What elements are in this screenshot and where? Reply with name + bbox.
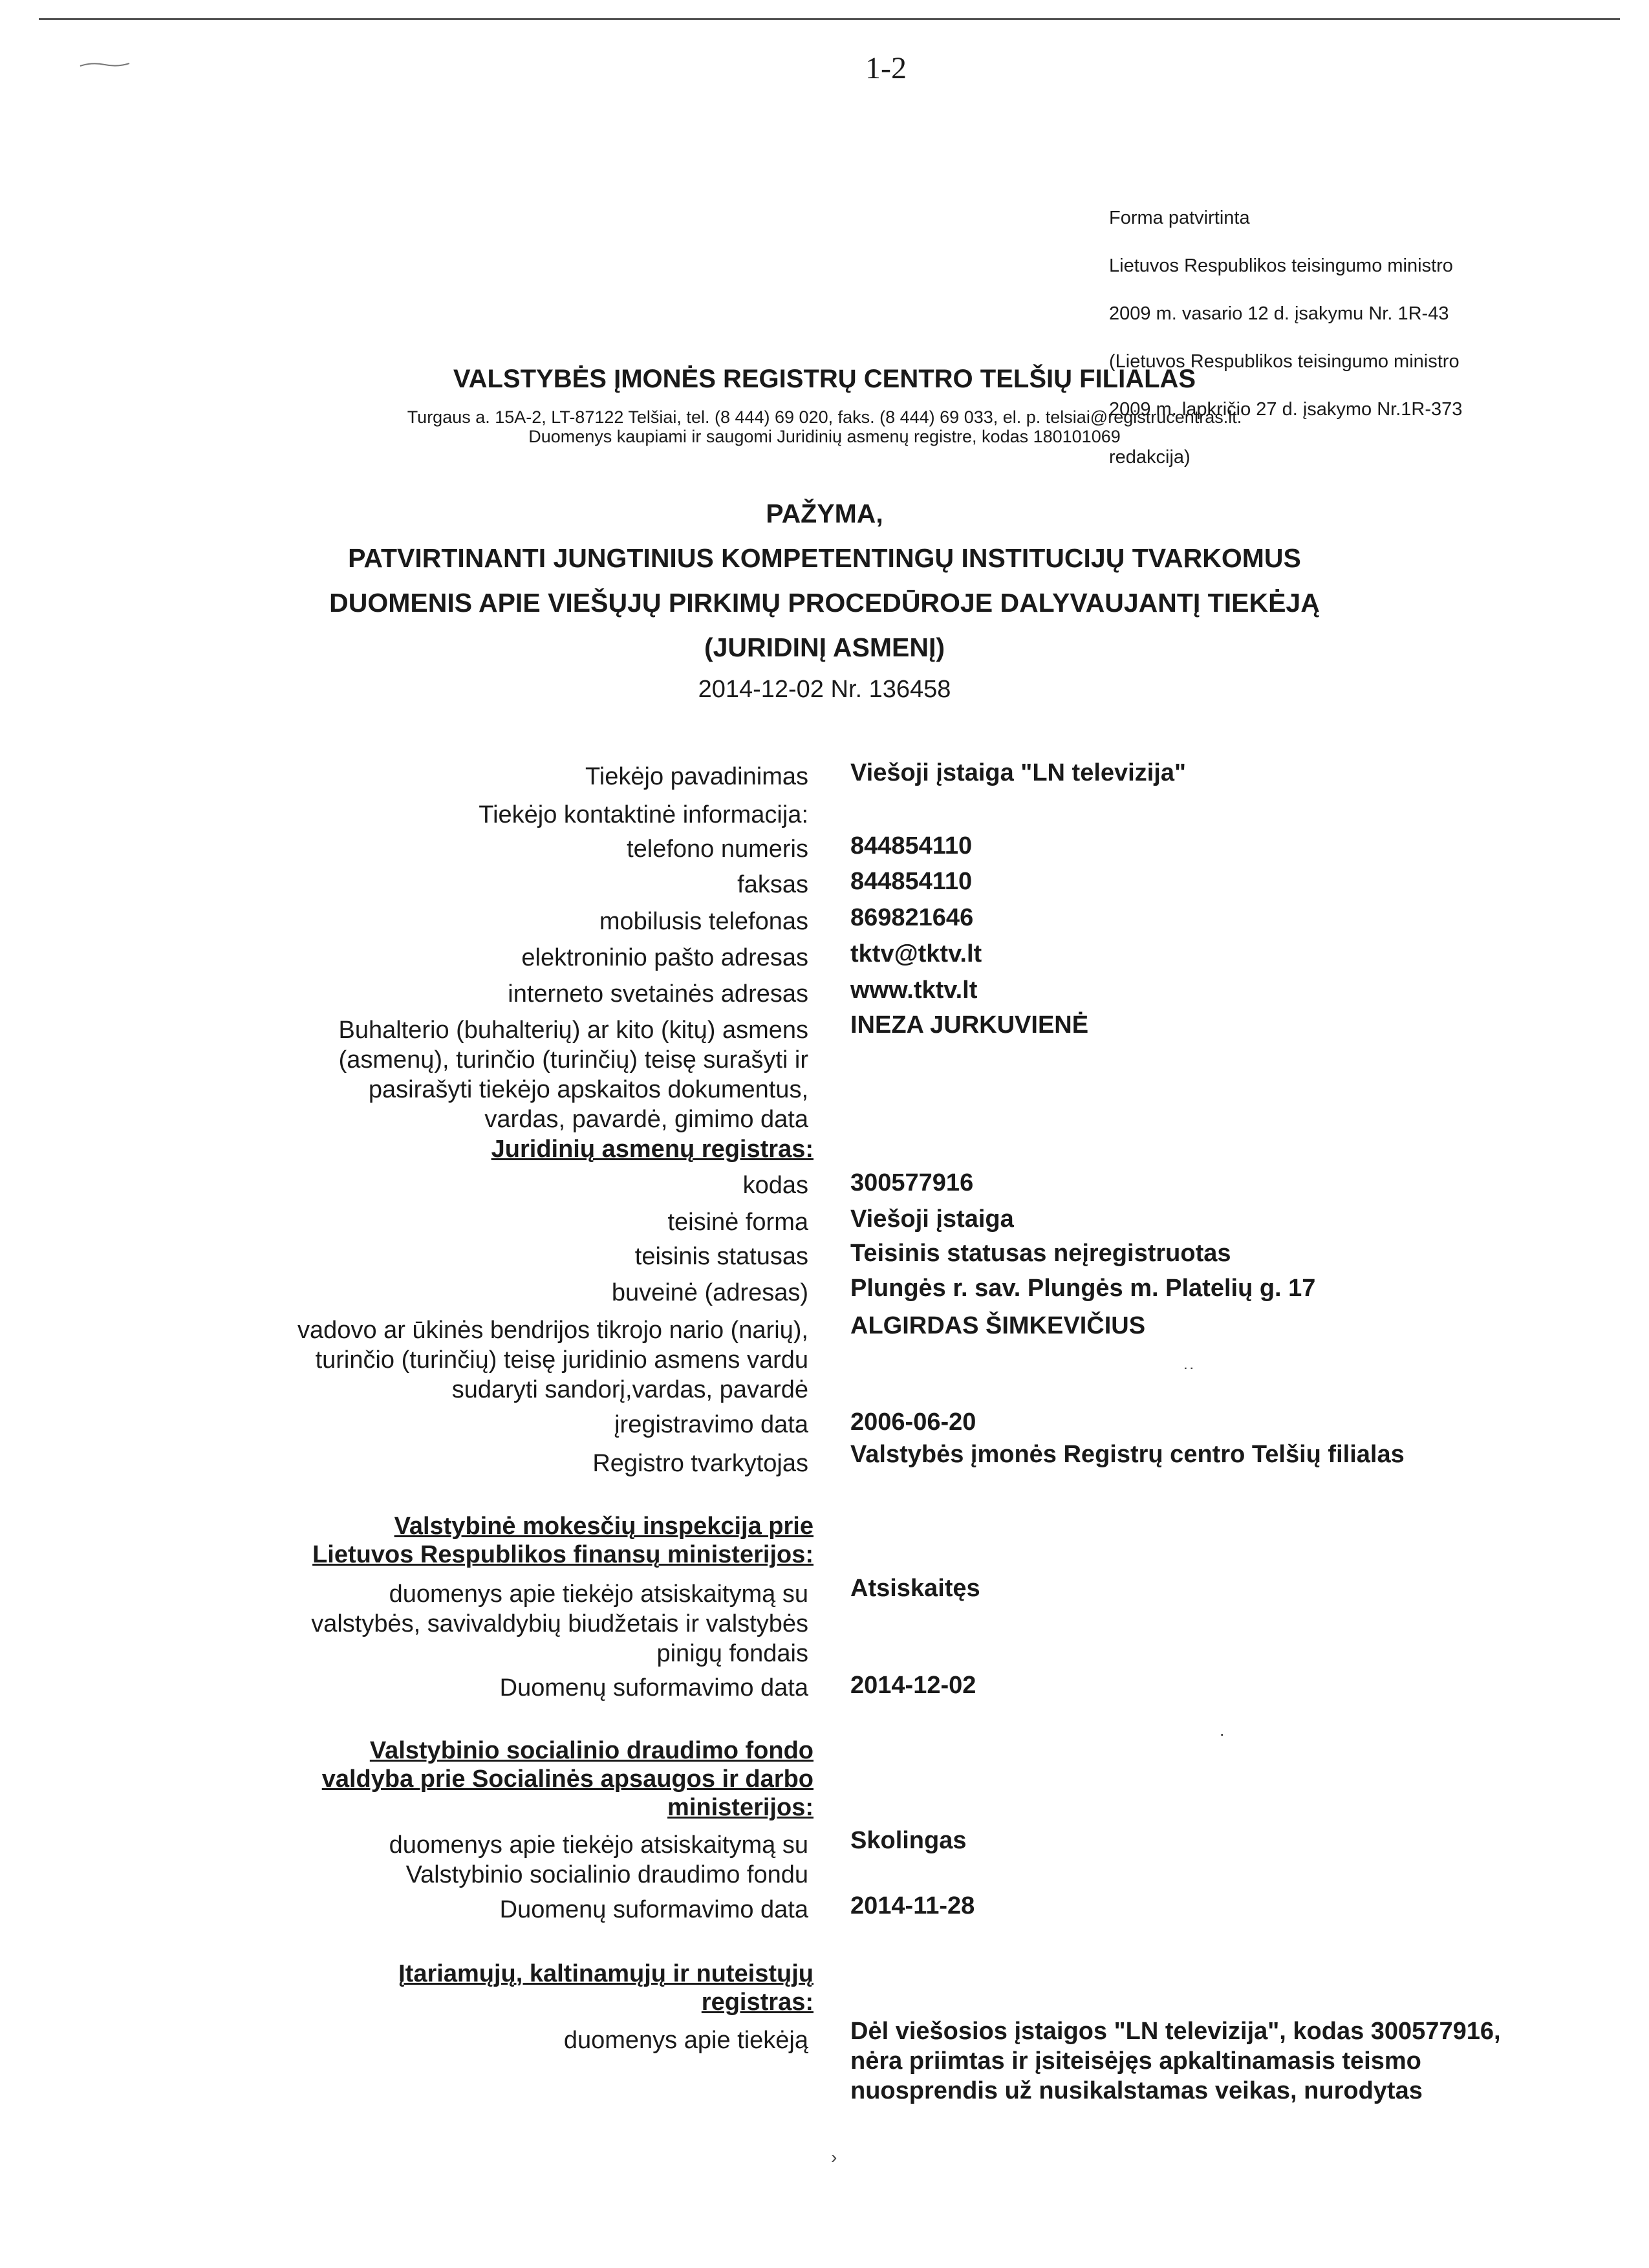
suspects-data-label: duomenys apie tiekėją [563, 2027, 808, 2054]
social-date-value: 2014-11-28 [850, 1892, 975, 1919]
supplier-name-label: Tiekėjo pavadinimas [585, 763, 808, 790]
label-line: vardas, pavardė, gimimo data [484, 1106, 808, 1133]
head-label [297, 1315, 808, 1405]
accountant-value: INEZA JURKUVIENĖ [850, 1011, 1089, 1039]
form-note-line: Forma patvirtinta [1109, 208, 1250, 228]
form-note-line: (Lietuvos Respublikos teisingumo ministro [1109, 351, 1460, 372]
form-note-line: 2009 m. vasario 12 d. įsakymu Nr. 1R-43 [1109, 303, 1449, 324]
registrar-label: Registro tvarkytojas [592, 1450, 808, 1477]
label-line: Valstybinio socialinio draudimo fondu [405, 1861, 808, 1888]
issuer-name: VALSTYBĖS ĮMONĖS REGISTRŲ CENTRO TELŠIŲ FILIALAS [453, 365, 1196, 393]
registration-date-value: 2006-06-20 [850, 1409, 976, 1436]
label-line: duomenys apie tiekėjo atsiskaitymą su [389, 1581, 808, 1608]
fax-value: 844854110 [850, 868, 973, 895]
tax-date-value: 2014-12-02 [850, 1672, 976, 1699]
label-line: duomenys apie tiekėjo atsiskaitymą su [389, 1831, 808, 1859]
label-line: (asmenų), turinčio (turinčių) teisę surašyti ir [338, 1046, 808, 1074]
heading-line: registras: [701, 1989, 814, 2016]
document-title [0, 491, 1649, 670]
tax-date-label: Duomenų suformavimo data [499, 1674, 808, 1701]
code-label: kodas [742, 1172, 808, 1199]
title-line: DUOMENIS APIE VIEŠŲJŲ PIRKIMŲ PROCEDŪROJE DALYVAUJANTĮ TIEKĖJĄ [329, 588, 1320, 618]
seat-label: buveinė (adresas) [611, 1279, 808, 1306]
head-value: ALGIRDAS ŠIMKEVIČIUS [850, 1312, 1146, 1339]
label-line: valstybės, savivaldybių biudžetais ir valstybės [311, 1610, 808, 1637]
tax-inspection-heading [312, 1512, 814, 1569]
pen-mark [79, 58, 131, 71]
registrar-value: Valstybės įmonės Registrų centro Telšių filialas [850, 1441, 1405, 1468]
form-note-line: Lietuvos Respublikos teisingumo ministro [1109, 255, 1453, 276]
issuer-address: Turgaus a. 15A-2, LT-87122 Telšiai, tel. (8 444) 69 020, faks. (8 444) 69 033, el. p. telsiai@registrucentras.lt. [407, 407, 1242, 427]
heading-line: Įtariamųjų, kaltinamųjų ir nuteistųjų [398, 1960, 814, 1987]
social-data-label [389, 1830, 808, 1890]
legal-status-value: Teisinis statusas neįregistruotas [850, 1240, 1231, 1267]
label-line: turinčio (turinčių) teisę juridinio asmens vardu [315, 1346, 808, 1374]
value-line: Dėl viešosios įstaigos "LN televizija", kodas 300577916, [850, 2018, 1501, 2045]
label-line: pinigų fondais [656, 1640, 808, 1667]
legal-form-value: Viešoji įstaiga [850, 1205, 1014, 1233]
label-line: Buhalterio (buhalterių) ar kito (kitų) asmens [338, 1017, 808, 1044]
page-number: 1-2 [865, 51, 907, 85]
scan-speck: ˙˙ [1183, 1365, 1196, 1385]
form-note-line: 2009 m. lapkričio 27 d. įsakymo Nr.1R-373 [1109, 399, 1463, 420]
social-data-value: Skolingas [850, 1827, 967, 1854]
phone-value: 844854110 [850, 832, 973, 859]
legal-register-heading [491, 1135, 814, 1163]
issuer-register-note: Duomenys kaupiami ir saugomi Juridinių asmenų registre, kodas 180101069 [528, 427, 1121, 446]
heading-line: Valstybinio socialinio draudimo fondo [369, 1737, 814, 1764]
heading-line: Lietuvos Respublikos finansų ministerijos: [312, 1541, 814, 1568]
tax-data-value: Atsiskaitęs [850, 1575, 980, 1602]
title-line: PATVIRTINANTI JUNGTINIUS KOMPETENTINGŲ INSTITUCIJŲ TVARKOMUS [348, 543, 1301, 573]
website-label: interneto svetainės adresas [508, 980, 808, 1008]
social-insurance-heading [322, 1736, 814, 1822]
accountant-label [338, 1015, 808, 1134]
mobile-value: 869821646 [850, 904, 974, 931]
code-value: 300577916 [850, 1169, 974, 1196]
legal-status-label: teisinis statusas [634, 1243, 808, 1270]
suspects-register-heading [398, 1960, 814, 2016]
legal-form-label: teisinė forma [667, 1209, 808, 1236]
scan-speck: › [831, 2147, 837, 2167]
seat-value: Plungės r. sav. Plungės m. Platelių g. 17 [850, 1275, 1316, 1302]
value-line: nėra priimtas ir įsiteisėjęs apkaltinamasis teismo [850, 2047, 1421, 2075]
document-date-number: 2014-12-02 Nr. 136458 [698, 676, 951, 703]
fax-label: faksas [737, 871, 808, 898]
scan-speck: · [1219, 1723, 1225, 1744]
label-line: sudaryti sandorį,vardas, pavardė [451, 1376, 808, 1403]
label-line: vadovo ar ūkinės bendrijos tikrojo nario (narių), [297, 1317, 808, 1344]
supplier-name-value: Viešoji įstaiga "LN televizija" [850, 759, 1186, 786]
scan-top-edge [39, 18, 1620, 20]
website-value: www.tktv.lt [850, 977, 978, 1004]
value-line: nuosprendis už nusikalstamas veikas, nurodytas [850, 2077, 1423, 2104]
suspects-data-value [850, 2016, 1501, 2106]
heading-line: ministerijos: [667, 1794, 814, 1821]
mobile-label: mobilusis telefonas [599, 908, 808, 935]
email-label: elektroninio pašto adresas [521, 944, 808, 971]
form-note-line: redakcija) [1109, 447, 1191, 468]
label-line: pasirašyti tiekėjo apskaitos dokumentus, [368, 1076, 808, 1103]
social-date-label: Duomenų suformavimo data [499, 1896, 808, 1923]
registration-date-label: įregistravimo data [614, 1411, 808, 1438]
title-line: PAŽYMA, [766, 499, 883, 528]
heading-line: Valstybinė mokesčių inspekcija prie [394, 1513, 814, 1540]
phone-label: telefono numeris [627, 836, 808, 863]
email-value: tktv@tktv.lt [850, 940, 982, 967]
contact-info-label: Tiekėjo kontaktinė informacija: [479, 801, 808, 828]
tax-data-label [311, 1579, 808, 1669]
title-line: (JURIDINĮ ASMENĮ) [704, 632, 945, 662]
heading-line: valdyba prie Socialinės apsaugos ir darbo [321, 1766, 814, 1793]
heading-text: Juridinių asmenų registras: [491, 1136, 814, 1163]
